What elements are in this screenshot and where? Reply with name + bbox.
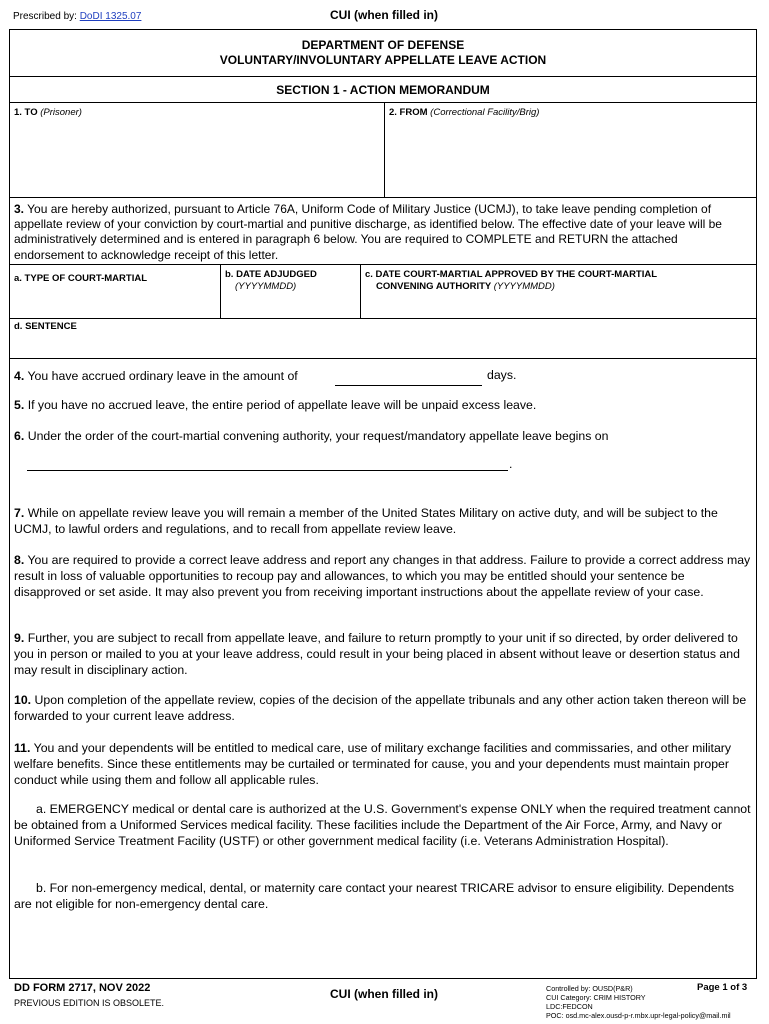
paragraph-11b: b. For non-emergency medical, dental, or maternity care contact your nearest TRICARE advisor to ensure eligibility. Dependents are not eligible for non-emergency dental care. (14, 881, 735, 911)
date-approved-field[interactable] (365, 296, 750, 316)
date-adjudged-label: b. DATE ADJUDGED (YYYYMMDD) (225, 269, 317, 292)
form-title-action: VOLUNTARY/INVOLUNTARY APPELLATE LEAVE ACTION (219, 53, 547, 67)
cui-marking-bottom: CUI (when filled in) (330, 987, 438, 1001)
paragraph-4: 4. You have accrued ordinary leave in the amount of (14, 369, 298, 383)
divider (9, 318, 757, 319)
divider (384, 102, 385, 197)
sentence-field[interactable] (14, 334, 749, 356)
ldc: LDC:FEDCON (546, 1002, 593, 1011)
date-adjudged-hint: (YYYYMMDD) (235, 281, 297, 292)
form-title (9, 38, 757, 68)
date-approved-label: c. DATE COURT-MARTIAL APPROVED BY THE COURT-MARTIAL CONVENING AUTHORITY (YYYYMMDD) (365, 269, 658, 292)
paragraph-5: 5. If you have no accrued leave, the entire period of appellate leave will be unpaid excess leave. (14, 398, 537, 412)
sentence-label: d. SENTENCE (14, 321, 77, 332)
date-approved-hint: (YYYYMMDD) (493, 281, 555, 292)
to-field[interactable] (14, 120, 380, 196)
from-field[interactable] (389, 120, 751, 196)
prescribed-by (13, 11, 141, 22)
type-of-court-martial-label: a. TYPE OF COURT-MARTIAL (14, 273, 147, 284)
paragraph-10: 10. Upon completion of the appellate review, copies of the decision of the appellate tribunals and any other action taken thereon will be forwarded to your current leave address. (14, 693, 747, 723)
paragraph-9: 9. Further, you are subject to recall from appellate leave, and failure to return promptly to your unit if so directed, by order delivered to you in person or mailed to you at your leave address, could result in your being placed in absent without leave or desertion status and may result in disciplinary action. (14, 631, 740, 677)
accrued-leave-days-field[interactable] (335, 385, 482, 386)
leave-begins-period: . (509, 457, 513, 471)
form-title-department: DEPARTMENT OF DEFENSE (301, 38, 465, 52)
form-number: DD FORM 2717, NOV 2022 (14, 982, 151, 994)
divider (9, 264, 757, 265)
paragraph-11a: a. EMERGENCY medical or dental care is authorized at the U.S. Government's expense ONLY when the required treatment cannot be obtained from a Uniformed Services medical facility. These facilities include the Department of the Air Force, Army, and Navy or Uniformed Service Treatment Facility (USTF) or other government medical facility (i.e. Veterans Administration Hospital). (14, 802, 751, 848)
from-label: 2. FROM (Correctional Facility/Brig) (389, 107, 540, 118)
obsolete-notice: PREVIOUS EDITION IS OBSOLETE. (14, 998, 165, 1008)
to-hint: (Prisoner) (40, 107, 82, 118)
type-of-court-martial-field[interactable] (14, 286, 214, 316)
days-label: days. (487, 368, 517, 382)
divider (9, 197, 757, 198)
poc: POC: osd.mc-alex.ousd-p-r.mbx.upr-legal-policy@mail.mil (546, 1011, 731, 1020)
date-adjudged-field[interactable] (225, 296, 355, 316)
cui-marking-top: CUI (when filled in) (330, 8, 438, 22)
divider (360, 264, 361, 318)
paragraph-3: 3. You are hereby authorized, pursuant to Article 76A, Uniform Code of Military Justice (UCMJ), to take leave pending completion of appellate review of your conviction by court-martial and punitive discharge, as identified below. The effective date of your leave will be administratively determined and is entered in paragraph 6 below. You are required to COMPLETE and RETURN the attached endorsement to acknowledge receipt of this letter. (14, 202, 722, 262)
from-hint: (Correctional Facility/Brig) (430, 107, 540, 118)
section-1-title: SECTION 1 - ACTION MEMORANDUM (276, 83, 490, 97)
dodi-link[interactable]: DoDI 1325.07 (79, 11, 142, 22)
to-label: 1. TO (Prisoner) (14, 107, 82, 118)
divider (9, 102, 757, 103)
cui-category: CUI Category: CRIM HISTORY (546, 993, 646, 1002)
paragraph-6: 6. Under the order of the court-martial convening authority, your request/mandatory appellate leave begins on (14, 429, 609, 443)
leave-begins-date-field[interactable] (27, 470, 508, 471)
controlled-by: Controlled by: OUSD(P&R) (546, 984, 633, 993)
divider (220, 264, 221, 318)
paragraph-7: 7. While on appellate review leave you will remain a member of the United States Military on active duty, and will be subject to the UCMJ, to lawful orders and regulations, and to recall from appellate review leave. (14, 506, 718, 536)
page-number: Page 1 of 3 (697, 982, 748, 993)
divider (9, 76, 757, 77)
prescribed-label: Prescribed by: (13, 11, 77, 22)
paragraph-8: 8. You are required to provide a correct leave address and report any changes in that address. Failure to provide a correct address may result in loss of valuable opportunities to recoup pay and allowances, to which you may be entitled should your sentence be disapproved or set aside. It may also prevent you from receiving important instructions about the appellate review of your case. (14, 553, 751, 599)
divider (9, 358, 757, 359)
paragraph-11: 11. You and your dependents will be entitled to medical care, use of military exchange facilities and commissaries, and other military welfare benefits. Since these entitlements may be curtailed or terminated for cause, you and your dependents must maintain proper conduct while using them and follow all applicable rules. (14, 741, 732, 787)
